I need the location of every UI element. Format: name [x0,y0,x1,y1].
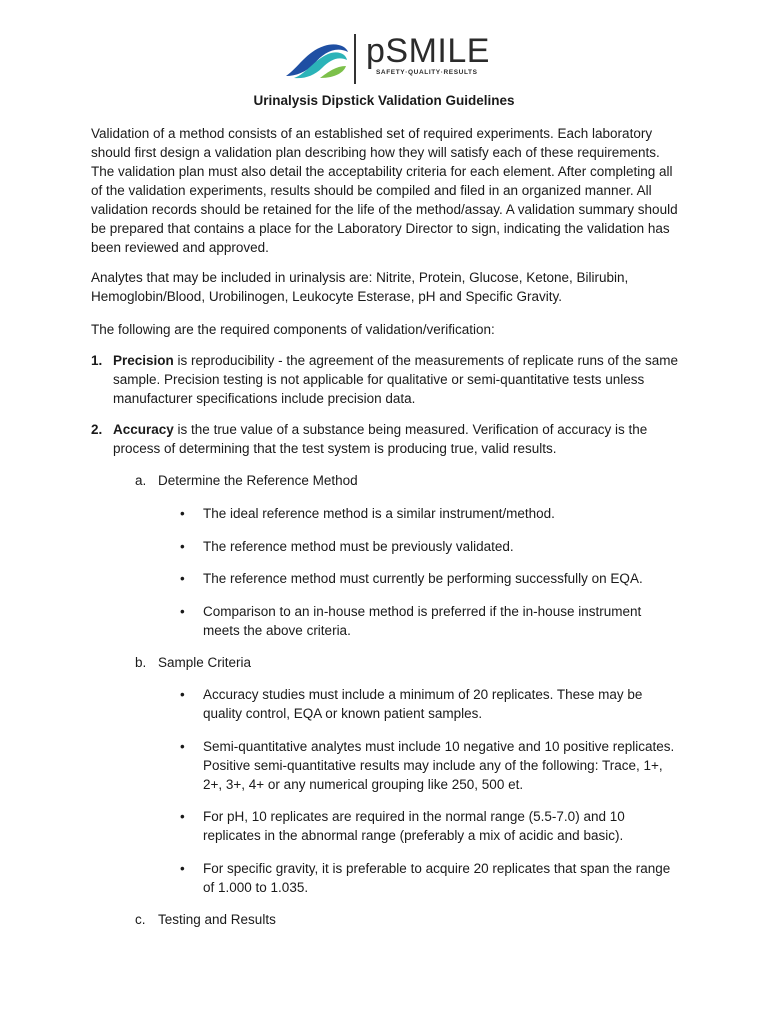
item-text: is the true value of a substance being measured. Verification of accuracy is the process of determining that the test system is producing true, valid results. [113,422,648,456]
psmile-logo [284,32,494,84]
item-text: is reproducibility - the agreement of the measurements of replicate runs of the same sample. Precision testing is not applicable for qualitative or semi-quantitative tests unless manufacturer specifications include precision data. [113,353,679,406]
item-number: 2. [91,422,103,437]
section-label: Determine the Reference Method [158,473,358,488]
bullet-marker: • [180,506,185,521]
logo-tagline: SAFETY·QUALITY·RESULTS [376,69,478,76]
intro-paragraph: Validation of a method consists of an established set of required experiments. Each laboratory should first design a validation plan describing how they will satisfy each of these requirements. The validation plan must also detail the acceptability criteria for each element. After completing all of the validation experiments, results should be compiled and filed in an organized manner. All validation records should be retained for the life of the method/assay. A validation summary should be prepared that contains a place for the Laboratory Director to sign, indicating the validation has been reviewed and approved. [91,126,678,255]
bullet-text: The reference method must be previously validated. [203,539,514,554]
bullet-text: Comparison to an in-house method is preferred if the in-house instrument meets the above criteria. [203,604,642,638]
wave-logo-icon [284,38,350,80]
document-title: Urinalysis Dipstick Validation Guidelines [253,93,515,108]
section-label: Sample Criteria [158,655,252,670]
section-letter: a. [135,473,147,488]
bullet-text: For pH, 10 replicates are required in the normal range (5.5-7.0) and 10 replicates in the abnormal range (preferably a mix of acidic and basic). [203,809,625,843]
section-letter: c. [135,912,146,927]
bullet-marker: • [180,604,185,619]
bullet-text: The reference method must currently be performing successfully on EQA. [203,571,643,586]
bullet-marker: • [180,809,185,824]
item-body [113,420,679,458]
bullet-marker: • [180,539,185,554]
section-label: Testing and Results [158,912,276,927]
section-letter: b. [135,655,147,670]
logo-wordmark: pSMILE [366,32,490,70]
item-number: 1. [91,353,103,368]
bullet-text: Accuracy studies must include a minimum of 20 replicates. These may be quality control, EQA or known patient samples. [203,687,643,721]
item-term: Precision [113,353,174,368]
components-paragraph: The following are the required components of validation/verification: [91,322,495,337]
bullet-marker: • [180,739,185,754]
bullet-text: Semi-quantitative analytes must include 10 negative and 10 positive replicates. Positive semi-quantitative results may include any of the following: Trace, 1+, 2+, 3+, 4+ or any numerical grouping like 250, 500 et. [203,739,675,792]
logo-divider [354,34,356,84]
bullet-marker: • [180,861,185,876]
item-term: Accuracy [113,422,174,437]
bullet-marker: • [180,687,185,702]
item-body [113,351,679,408]
bullet-marker: • [180,571,185,586]
bullet-text: The ideal reference method is a similar instrument/method. [203,506,555,521]
analytes-paragraph: Analytes that may be included in urinalysis are: Nitrite, Protein, Glucose, Ketone, Bilirubin, Hemoglobin/Blood, Urobilinogen, Leukocyte Esterase, pH and Specific Gravity. [91,270,629,304]
bullet-text: For specific gravity, it is preferable to acquire 20 replicates that span the range of 1.000 to 1.035. [203,861,671,895]
